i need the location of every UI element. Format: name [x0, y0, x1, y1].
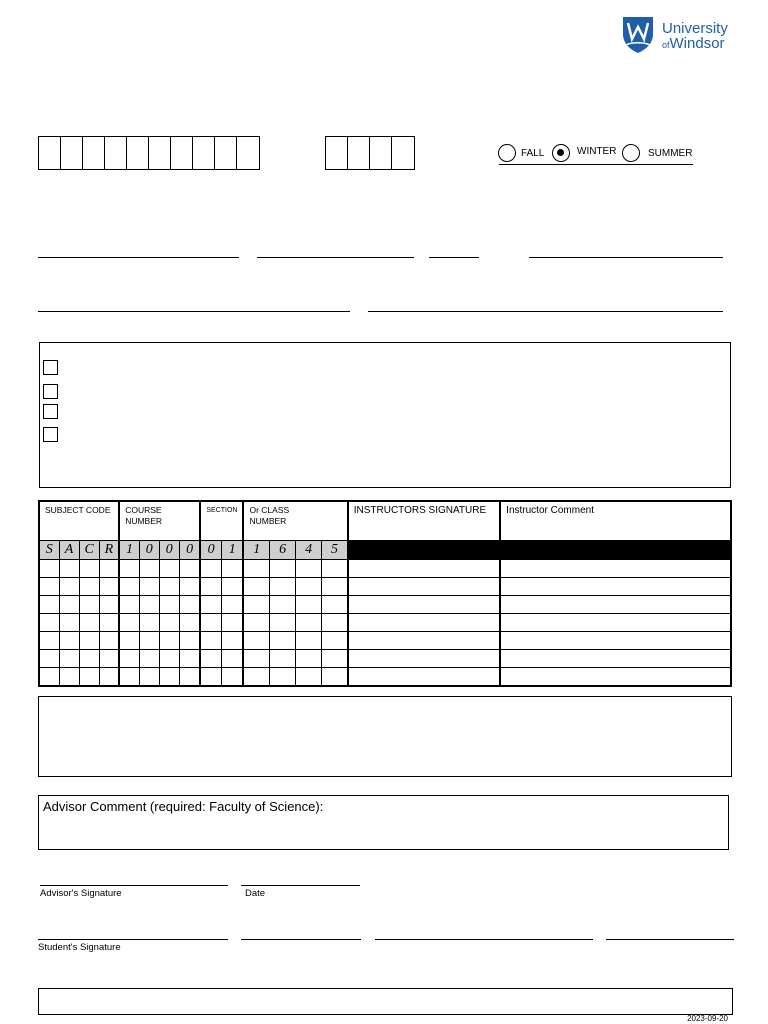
course-cell[interactable]	[270, 632, 296, 650]
course-cell[interactable]	[159, 560, 179, 578]
radio-fall[interactable]	[498, 144, 516, 162]
course-cell[interactable]	[270, 614, 296, 632]
course-cell[interactable]	[99, 668, 119, 687]
course-cell[interactable]	[322, 668, 348, 687]
course-cell[interactable]	[79, 632, 99, 650]
course-cell[interactable]	[59, 632, 79, 650]
example-cell: A	[59, 541, 79, 560]
course-cell[interactable]	[139, 578, 159, 596]
course-cell[interactable]	[296, 578, 322, 596]
advisor-date-line[interactable]	[241, 885, 360, 886]
example-cell: 4	[296, 541, 322, 560]
course-cell[interactable]	[348, 596, 500, 614]
course-cell[interactable]	[119, 578, 139, 596]
course-cell[interactable]	[221, 632, 243, 650]
advisor-signature-line[interactable]	[40, 885, 228, 886]
example-blackout	[500, 541, 731, 560]
example-cell: C	[79, 541, 99, 560]
option-checkbox-2[interactable]	[43, 384, 58, 399]
student-number-box[interactable]	[61, 137, 83, 169]
course-cell[interactable]	[348, 578, 500, 596]
example-cell: 1	[243, 541, 269, 560]
student-number-box[interactable]	[127, 137, 149, 169]
course-cell[interactable]	[39, 578, 59, 596]
course-cell[interactable]	[39, 560, 59, 578]
example-cell: 5	[322, 541, 348, 560]
course-cell[interactable]	[99, 650, 119, 668]
course-cell[interactable]	[39, 614, 59, 632]
course-cell[interactable]	[59, 596, 79, 614]
example-blackout	[348, 541, 500, 560]
student-number-box[interactable]	[171, 137, 193, 169]
course-cell[interactable]	[99, 632, 119, 650]
course-cell[interactable]	[59, 560, 79, 578]
example-cell: R	[99, 541, 119, 560]
course-cell[interactable]	[348, 650, 500, 668]
option-checkbox-1[interactable]	[43, 360, 58, 375]
course-cell[interactable]	[119, 650, 139, 668]
course-cell[interactable]	[119, 632, 139, 650]
course-cell[interactable]	[296, 668, 322, 687]
course-cell[interactable]	[322, 614, 348, 632]
course-cell[interactable]	[500, 560, 731, 578]
course-cell[interactable]	[39, 632, 59, 650]
course-cell[interactable]	[348, 560, 500, 578]
course-cell[interactable]	[179, 614, 200, 632]
course-cell[interactable]	[159, 596, 179, 614]
info-line-2[interactable]	[368, 311, 723, 312]
bottom-box[interactable]	[38, 988, 733, 1015]
course-cell[interactable]	[500, 668, 731, 687]
course-cell[interactable]	[200, 560, 221, 578]
radio-selected-dot	[557, 149, 564, 156]
course-cell[interactable]	[79, 596, 99, 614]
course-cell[interactable]	[243, 578, 269, 596]
info-line-1[interactable]	[38, 311, 350, 312]
course-cell[interactable]	[79, 614, 99, 632]
course-cell[interactable]	[79, 650, 99, 668]
course-cell[interactable]	[59, 614, 79, 632]
course-cell[interactable]	[159, 632, 179, 650]
course-number-header: COURSE NUMBER	[125, 505, 163, 526]
course-cell[interactable]	[270, 578, 296, 596]
crest-icon	[620, 14, 656, 54]
course-cell[interactable]	[348, 614, 500, 632]
courses-header-row	[39, 501, 731, 541]
course-cell[interactable]	[200, 650, 221, 668]
student-number-box[interactable]	[83, 137, 105, 169]
course-cell[interactable]	[99, 560, 119, 578]
example-cell: 0	[159, 541, 179, 560]
course-cell[interactable]	[296, 596, 322, 614]
course-cell[interactable]	[221, 668, 243, 687]
course-cell[interactable]	[119, 668, 139, 687]
course-row	[39, 650, 731, 668]
course-cell[interactable]	[500, 578, 731, 596]
option-checkbox-4[interactable]	[43, 427, 58, 442]
course-cell[interactable]	[159, 614, 179, 632]
student-number-box[interactable]	[39, 137, 61, 169]
course-cell[interactable]	[99, 596, 119, 614]
course-cell[interactable]	[500, 614, 731, 632]
course-cell[interactable]	[243, 632, 269, 650]
course-cell[interactable]	[179, 578, 200, 596]
course-cell[interactable]	[159, 578, 179, 596]
course-cell[interactable]	[79, 668, 99, 687]
advisor-signature-label: Advisor's Signature	[40, 888, 122, 899]
course-cell[interactable]	[39, 650, 59, 668]
course-cell[interactable]	[179, 650, 200, 668]
radio-winter[interactable]	[552, 144, 570, 162]
advisor-comment-label: Advisor Comment (required: Faculty of Science):	[43, 799, 324, 814]
term-radio-group	[497, 143, 697, 167]
name-line-2[interactable]	[257, 257, 414, 258]
course-cell[interactable]	[500, 632, 731, 650]
radio-summer[interactable]	[622, 144, 640, 162]
col-course-number	[119, 501, 200, 541]
example-cell: 6	[270, 541, 296, 560]
options-box	[39, 342, 731, 488]
example-cell: 0	[139, 541, 159, 560]
course-cell[interactable]	[200, 668, 221, 687]
course-cell[interactable]	[243, 650, 269, 668]
courses-table	[38, 500, 732, 687]
course-cell[interactable]	[179, 596, 200, 614]
course-cell[interactable]	[221, 578, 243, 596]
course-cell[interactable]	[59, 668, 79, 687]
version-date: 2023-09-20	[687, 1014, 728, 1023]
course-cell[interactable]	[79, 578, 99, 596]
course-cell[interactable]	[39, 668, 59, 687]
course-cell[interactable]	[179, 632, 200, 650]
course-rows	[39, 560, 731, 687]
section-header: SECTION	[206, 507, 238, 514]
course-cell[interactable]	[270, 668, 296, 687]
course-cell[interactable]	[322, 596, 348, 614]
course-cell[interactable]	[59, 578, 79, 596]
course-cell[interactable]	[179, 560, 200, 578]
course-cell[interactable]	[139, 596, 159, 614]
course-cell[interactable]	[139, 614, 159, 632]
signature-line-4[interactable]	[606, 939, 734, 940]
course-cell[interactable]	[221, 650, 243, 668]
course-cell[interactable]	[99, 578, 119, 596]
col-instructor-signature	[348, 501, 500, 541]
logo-line2	[662, 36, 725, 51]
course-row	[39, 668, 731, 687]
student-number-box[interactable]	[105, 137, 127, 169]
course-cell[interactable]	[322, 650, 348, 668]
student-signature-label: Student's Signature	[38, 942, 121, 953]
course-cell[interactable]	[119, 596, 139, 614]
course-cell[interactable]	[322, 560, 348, 578]
course-cell[interactable]	[243, 560, 269, 578]
course-cell[interactable]	[139, 632, 159, 650]
course-row	[39, 578, 731, 596]
course-cell[interactable]	[59, 650, 79, 668]
course-cell[interactable]	[322, 632, 348, 650]
col-section	[200, 501, 243, 541]
course-cell[interactable]	[270, 596, 296, 614]
year-boxes[interactable]	[325, 136, 415, 170]
year-box[interactable]	[392, 137, 414, 169]
name-line-3[interactable]	[429, 257, 479, 258]
course-cell[interactable]	[270, 560, 296, 578]
course-cell[interactable]	[139, 560, 159, 578]
course-cell[interactable]	[348, 632, 500, 650]
course-cell[interactable]	[296, 632, 322, 650]
course-cell[interactable]	[200, 596, 221, 614]
course-cell[interactable]	[159, 668, 179, 687]
example-cell: S	[39, 541, 59, 560]
course-cell[interactable]	[270, 650, 296, 668]
term-underline	[499, 164, 693, 165]
signature-line-3[interactable]	[375, 939, 593, 940]
course-cell[interactable]	[139, 668, 159, 687]
course-cell[interactable]	[296, 560, 322, 578]
course-cell[interactable]	[139, 650, 159, 668]
university-logo	[620, 14, 735, 56]
example-cell: 0	[179, 541, 200, 560]
course-cell[interactable]	[99, 614, 119, 632]
radio-fall-label: FALL	[521, 148, 545, 159]
option-checkbox-3[interactable]	[43, 404, 58, 419]
student-number-boxes[interactable]	[38, 136, 260, 170]
course-row	[39, 560, 731, 578]
course-cell[interactable]	[200, 632, 221, 650]
student-number-box[interactable]	[215, 137, 237, 169]
instructor-comment-header: Instructor Comment	[506, 505, 594, 516]
course-row	[39, 614, 731, 632]
student-number-box[interactable]	[149, 137, 171, 169]
logo-windsor: Windsor	[669, 35, 725, 52]
course-cell[interactable]	[221, 614, 243, 632]
signature-line-2[interactable]	[241, 939, 361, 940]
class-number-header: Or CLASS NUMBER	[249, 505, 290, 526]
student-number-box[interactable]	[193, 137, 215, 169]
year-box[interactable]	[370, 137, 392, 169]
reason-box[interactable]	[38, 696, 732, 777]
col-subject-code	[39, 501, 119, 541]
course-cell[interactable]	[221, 596, 243, 614]
course-cell[interactable]	[296, 650, 322, 668]
course-cell[interactable]	[119, 614, 139, 632]
course-cell[interactable]	[119, 560, 139, 578]
course-cell[interactable]	[500, 650, 731, 668]
radio-summer-label: SUMMER	[648, 148, 693, 159]
col-instructor-comment	[500, 501, 731, 541]
radio-winter-label: WINTER	[577, 146, 617, 157]
student-number-box[interactable]	[237, 137, 259, 169]
name-line-4[interactable]	[529, 257, 723, 258]
course-cell[interactable]	[200, 578, 221, 596]
example-cell: 0	[200, 541, 221, 560]
course-cell[interactable]	[500, 596, 731, 614]
course-cell[interactable]	[243, 668, 269, 687]
name-line-1[interactable]	[38, 257, 239, 258]
example-row	[39, 541, 731, 560]
course-cell[interactable]	[322, 578, 348, 596]
instructor-signature-header: INSTRUCTORS SIGNATURE	[353, 505, 487, 516]
course-cell[interactable]	[39, 596, 59, 614]
course-cell[interactable]	[79, 560, 99, 578]
year-box[interactable]	[326, 137, 348, 169]
logo-line1: University	[662, 20, 728, 37]
subject-code-header: SUBJECT CODE	[45, 505, 111, 515]
course-cell[interactable]	[159, 650, 179, 668]
example-cell: 1	[119, 541, 139, 560]
course-cell[interactable]	[243, 596, 269, 614]
course-cell[interactable]	[348, 668, 500, 687]
advisor-date-label: Date	[245, 888, 266, 899]
course-cell[interactable]	[243, 614, 269, 632]
course-cell[interactable]	[296, 614, 322, 632]
course-cell[interactable]	[200, 614, 221, 632]
year-box[interactable]	[348, 137, 370, 169]
student-signature-line[interactable]	[38, 939, 228, 940]
course-cell[interactable]	[179, 668, 200, 687]
example-cell: 1	[221, 541, 243, 560]
course-row	[39, 596, 731, 614]
col-class-number	[243, 501, 347, 541]
course-cell[interactable]	[221, 560, 243, 578]
logo-of: of	[662, 40, 670, 50]
course-row	[39, 632, 731, 650]
